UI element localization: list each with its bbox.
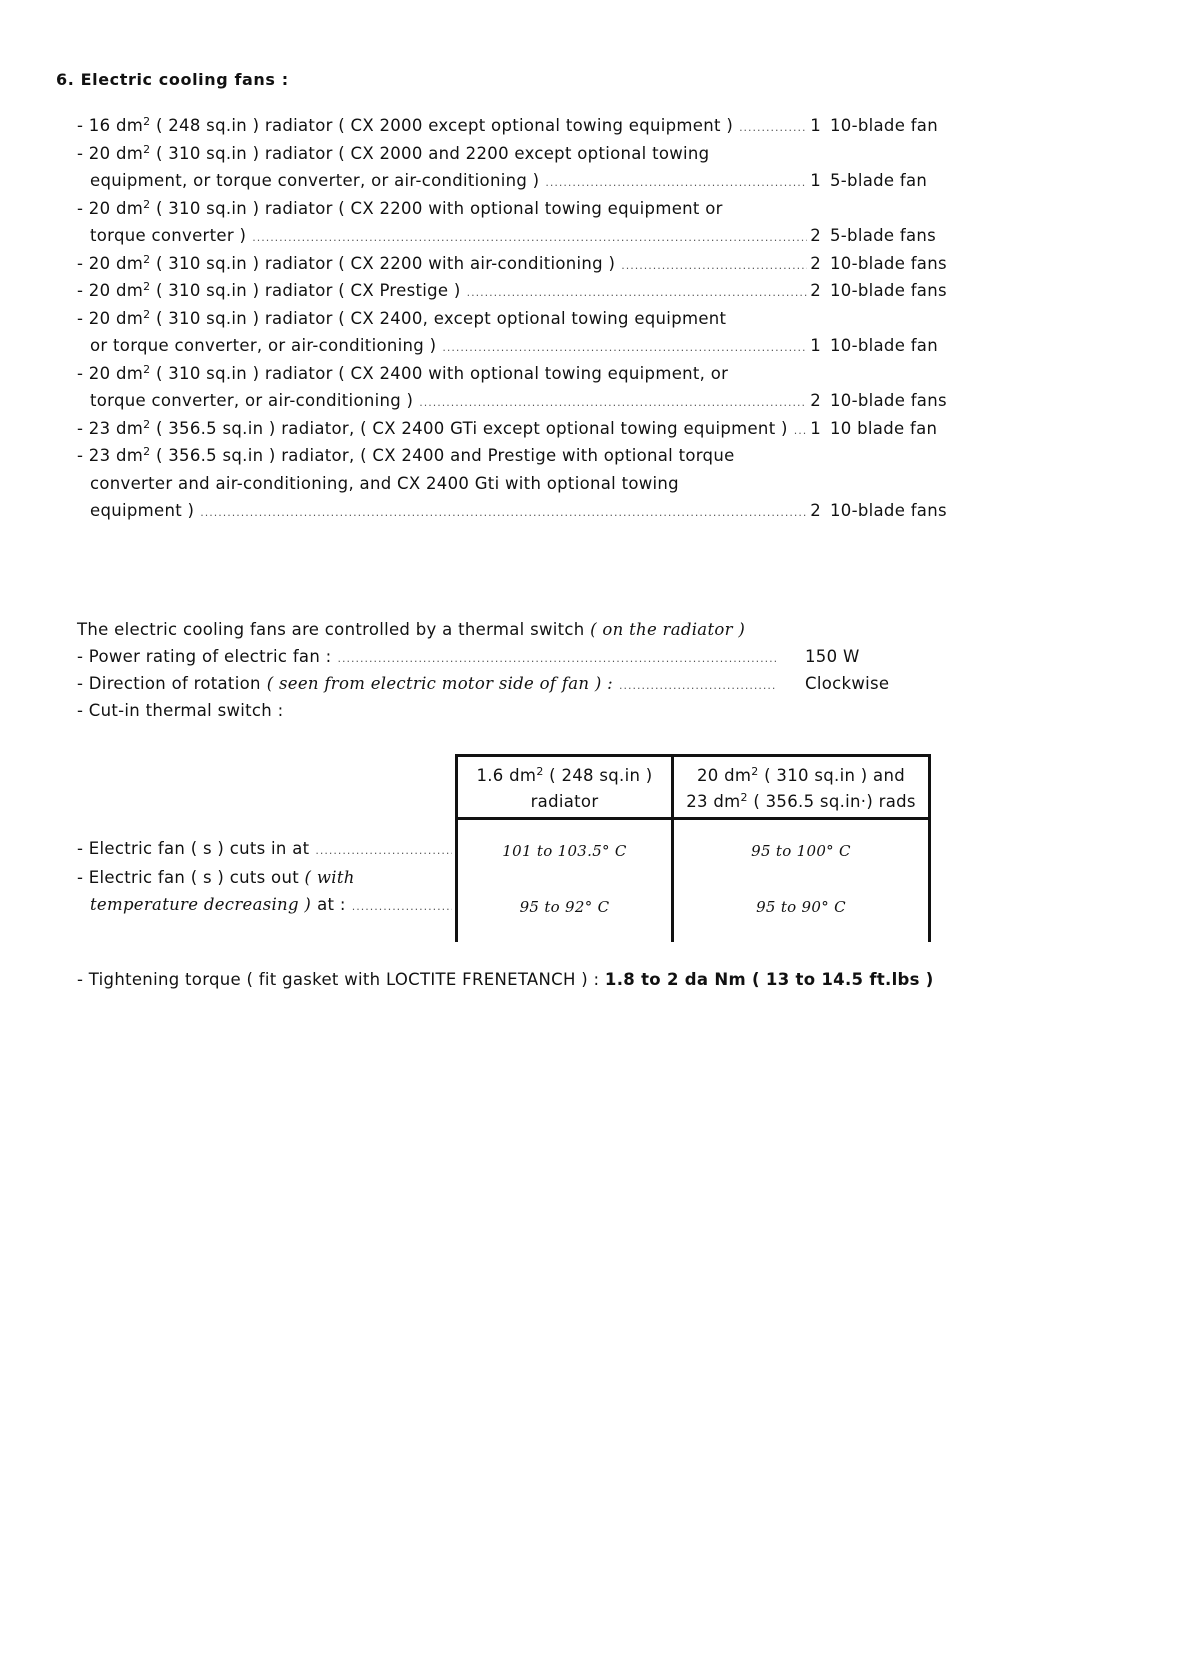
fan-list-item-text: or torque converter, or air-conditioning )	[90, 336, 437, 355]
table-header-col1: 1.6 $dm^2$ ( 248 sq.in ) radiator	[476, 765, 653, 811]
fan-list-item-line	[77, 199, 957, 225]
fan-count: 2	[810, 281, 821, 300]
table-header-divider	[458, 817, 928, 820]
fan-list-item-line	[77, 391, 957, 417]
cutin-label: - Cut-in thermal switch :	[77, 701, 284, 720]
fan-type: 10-blade fans	[830, 254, 947, 273]
fan-list-item-line	[77, 419, 957, 445]
power-rating-row	[77, 647, 877, 673]
fan-list-item-line	[77, 226, 957, 252]
fan-list-item-text: - 20 $dm^2$ ( 310 sq.in ) radiator ( CX Prestige )	[77, 280, 461, 300]
fan-list-item-line	[77, 364, 957, 390]
fan-list-item-text: - 20 $dm^2$ ( 310 sq.in ) radiator ( CX 2200 with air-conditioning )	[77, 253, 616, 273]
power-rating-value: 150 W	[805, 647, 860, 666]
cutin-row-label: - Electric fan ( s ) cuts in at .....	[77, 839, 452, 865]
fan-type: 5-blade fans	[830, 226, 937, 245]
fan-type: 10 blade fan	[830, 419, 938, 438]
control-intro	[77, 620, 745, 639]
fan-type: 10-blade fans	[830, 391, 947, 410]
fan-list-item-line	[77, 281, 957, 307]
fan-list-item-text: converter and air-conditioning, and CX 2400 Gti with optional towing	[90, 474, 679, 493]
fan-count: 2	[810, 501, 821, 520]
torque-value: 1.8 to 2 da Nm ( 13 to 14.5 ft.lbs )	[604, 970, 934, 989]
fan-list-item-text: torque converter )	[90, 226, 247, 245]
fan-list-item-text: - 23 $dm^2$ ( 356.5 sq.in ) radiator, ( CX 2400 and Prestige with optional torque	[77, 445, 735, 465]
fan-list-item-line	[77, 144, 957, 170]
fan-list-item-text: equipment )	[90, 501, 195, 520]
fan-list-item-line	[77, 336, 957, 362]
fan-list-item-text: equipment, or torque converter, or air-conditioning )	[90, 171, 540, 190]
fan-list-item-text: - 20 $dm^2$ ( 310 sq.in ) radiator ( CX 2400, except optional towing equipment	[77, 308, 727, 328]
fan-list-item-text: torque converter, or air-conditioning )	[90, 391, 414, 410]
fan-list-item-text: - 23 $dm^2$ ( 356.5 sq.in ) radiator, ( CX 2400 GTi except optional towing equipment )	[77, 418, 788, 438]
fan-list-item-text: - 20 $dm^2$ ( 310 sq.in ) radiator ( CX 2000 and 2200 except optional towing	[77, 143, 710, 163]
fan-type: 5-blade fan	[830, 171, 928, 190]
fan-type: 10-blade fans	[830, 281, 947, 300]
cutin-value-col2: 95 to 100° C	[751, 842, 851, 860]
fan-list-item-line	[77, 309, 957, 335]
fan-list-item-line	[77, 116, 957, 142]
thermal-switch-table	[455, 754, 931, 942]
rotation-italic: ( seen from electric motor side of fan ) :	[266, 674, 613, 693]
cutout-value-col1: 95 to 92° C	[519, 898, 610, 916]
torque-label: - Tightening torque ( fit gasket with LOCTITE FRENETANCH ) :	[77, 970, 600, 989]
fan-list-item-line	[77, 474, 957, 500]
fan-type: 10-blade fan	[830, 336, 938, 355]
cutout-value-col2: 95 to 90° C	[756, 898, 846, 916]
power-rating-label: - Power rating of electric fan :	[77, 647, 332, 666]
fan-list-item-text: - 20 $dm^2$ ( 310 sq.in ) radiator ( CX 2400 with optional towing equipment, or	[77, 363, 729, 383]
control-intro-italic: ( on the radiator )	[590, 620, 746, 639]
cutout-row-label-b: temperature decreasing ) at : .....	[90, 895, 452, 921]
fan-count: 2	[810, 226, 821, 245]
fan-type: 10-blade fans	[830, 501, 947, 520]
fan-list-item-line	[77, 171, 957, 197]
fan-list-item-line	[77, 501, 957, 527]
fan-list-item-text: - 16 $dm^2$ ( 248 sq.in ) radiator ( CX 2000 except optional towing equipment )	[77, 115, 734, 135]
fan-count: 2	[810, 391, 821, 410]
fan-count: 1	[810, 171, 821, 190]
control-intro-text: The electric cooling fans are controlled by a thermal switch	[77, 620, 585, 639]
rotation-value: Clockwise	[805, 674, 890, 693]
fan-type: 10-blade fan	[830, 116, 938, 135]
fan-count: 1	[810, 116, 821, 135]
tightening-torque	[77, 970, 934, 989]
fan-count: 1	[810, 419, 821, 438]
fan-list-item-text: - 20 $dm^2$ ( 310 sq.in ) radiator ( CX 2200 with optional towing equipment or	[77, 198, 723, 218]
rotation-row	[77, 674, 890, 700]
fan-list-item-line	[77, 254, 957, 280]
fan-list-item-line	[77, 446, 957, 472]
fan-count: 2	[810, 254, 821, 273]
section-title: 6. Electric cooling fans :	[56, 70, 289, 89]
table-header-col2: 20 $dm^2$ ( 310 sq.in ) and 23 $dm^2$ ( 356.5 sq.in·) rads	[686, 765, 916, 811]
fan-count: 1	[810, 336, 821, 355]
rotation-label: - Direction of rotation	[77, 674, 261, 693]
cutin-value-col1: 101 to 103.5° C	[502, 842, 627, 860]
cutout-row-label-a: - Electric fan ( s ) cuts out ( with	[77, 868, 355, 887]
